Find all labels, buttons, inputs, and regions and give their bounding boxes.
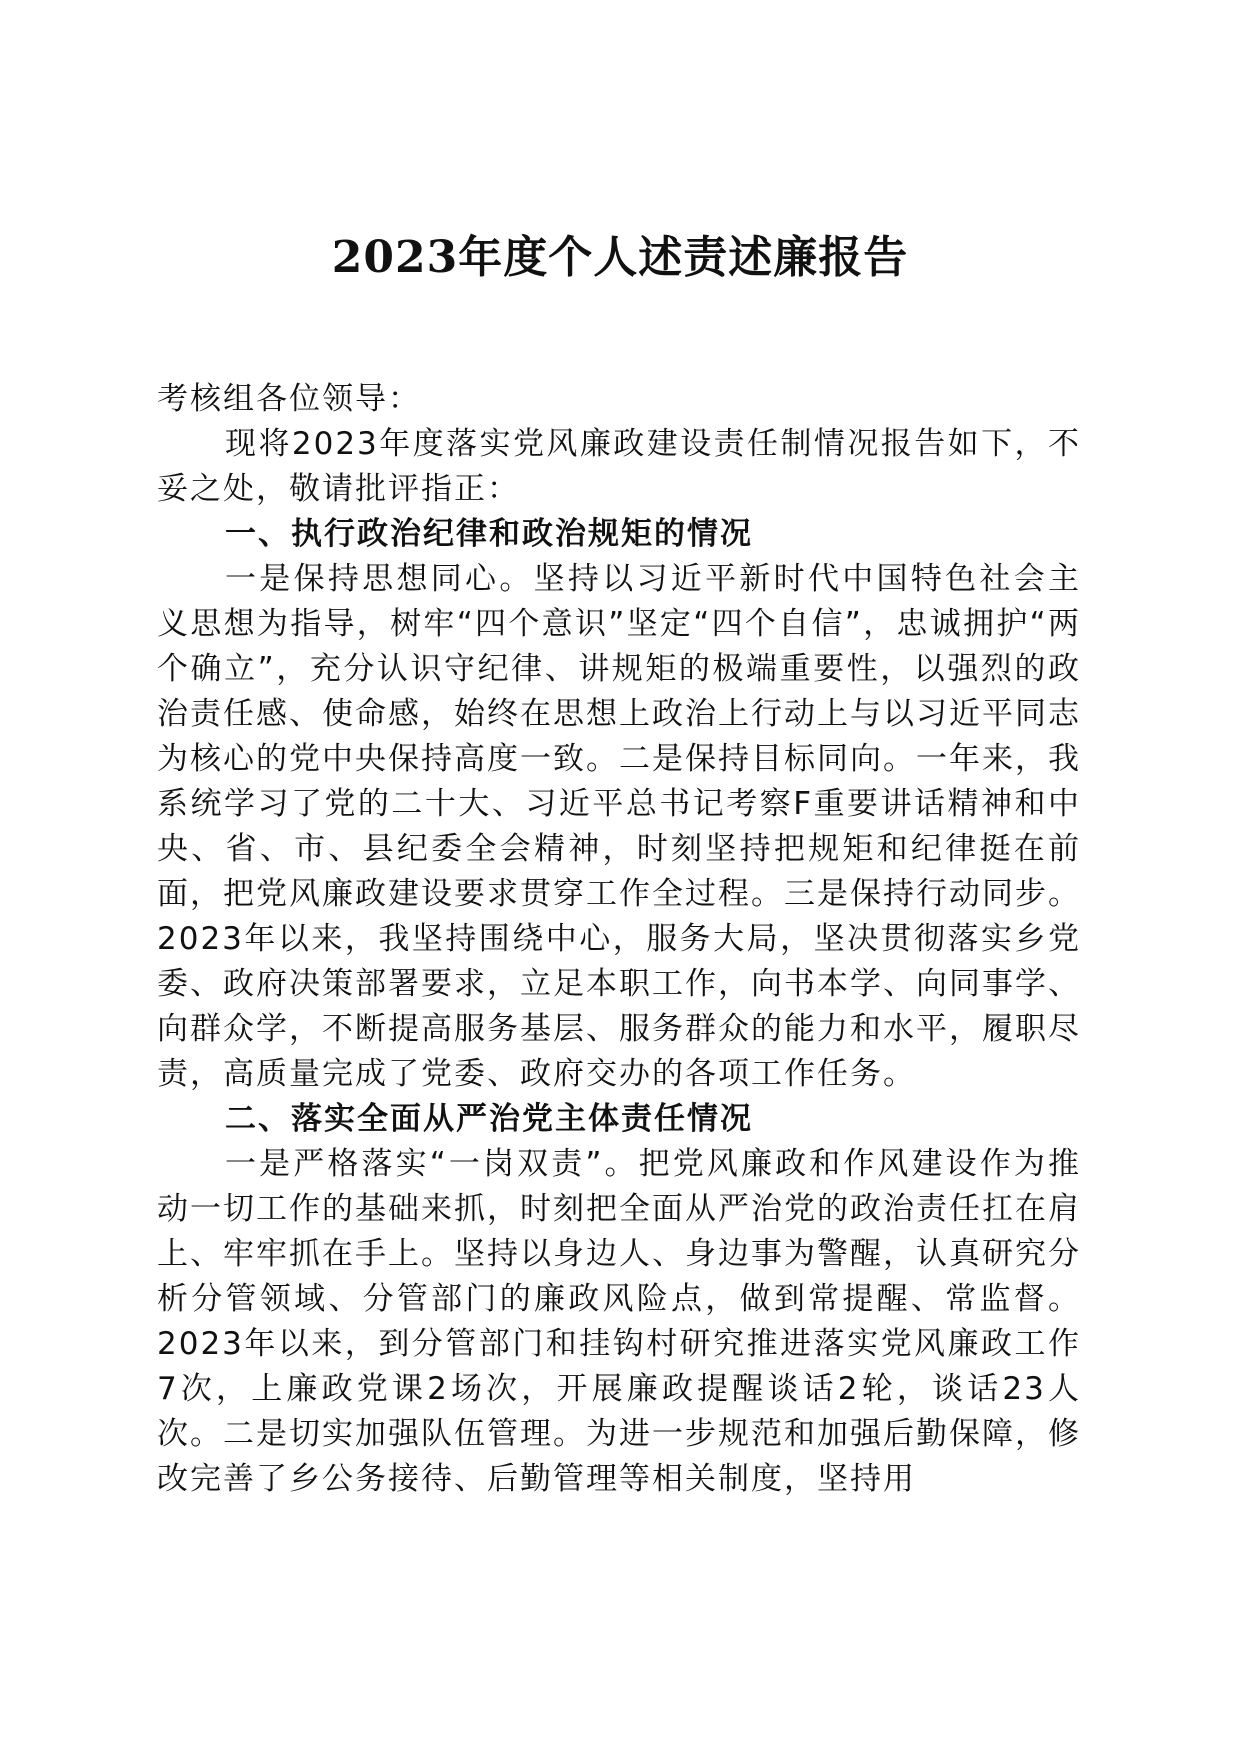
- section-paragraph-2: 一是严格落实“一岗双责”。把党风廉政和作风建设作为推动一切工作的基础来抓，时刻把全面从严治党的政治责任扛在肩上、牢牢抓在手上。坚持以身边人、身边事为警醒，认真研究分析分管领域、分管部门的廉政风险点，做到常提醒、常监督。2023年以来，到分管部门和挂钩村研究推进落实党风廉政工作7次，上廉政党课2场次，开展廉政提醒谈话2轮，谈话23人次。二是切实加强队伍管理。为进一步规范和加强后勤保障，修改完善了乡公务接待、后勤管理等相关制度，坚持用: [157, 1146, 1081, 1497]
- document-body: [157, 377, 1081, 1502]
- document-title: 2023年度个人述责述廉报告: [331, 232, 909, 283]
- salutation: 考核组各位领导：: [157, 381, 421, 417]
- section-paragraph-1: 一是保持思想同心。坚持以习近平新时代中国特色社会主义思想为指导，树牢“四个意识”坚定“四个自信”，忠诚拥护“两个确立”，充分认识守纪律、讲规矩的极端重要性，以强烈的政治责任感、使命感，始终在思想上政治上行动上与以习近平同志为核心的党中央保持高度一致。二是保持目标同向。一年来，我系统学习了党的二十大、习近平总书记考察F重要讲话精神和中央、省、市、县纪委全会精神，时刻坚持把规矩和纪律挺在前面，把党风廉政建设要求贯穿工作全过程。三是保持行动同步。2023年以来，我坚持围绕中心，服务大局，坚决贯彻落实乡党委、政府决策部署要求，立足本职工作，向书本学、向同事学、向群众学，不断提高服务基层、服务群众的能力和水平，履职尽责，高质量完成了党委、政府交办的各项工作任务。: [157, 561, 1081, 1092]
- intro-paragraph: 现将2023年度落实党风廉政建设责任制情况报告如下，不妥之处，敬请批评指正：: [157, 426, 1081, 507]
- section-heading-2: 二、落实全面从严治党主体责任情况: [225, 1101, 753, 1137]
- section-heading-1: 一、执行政治纪律和政治规矩的情况: [225, 516, 753, 552]
